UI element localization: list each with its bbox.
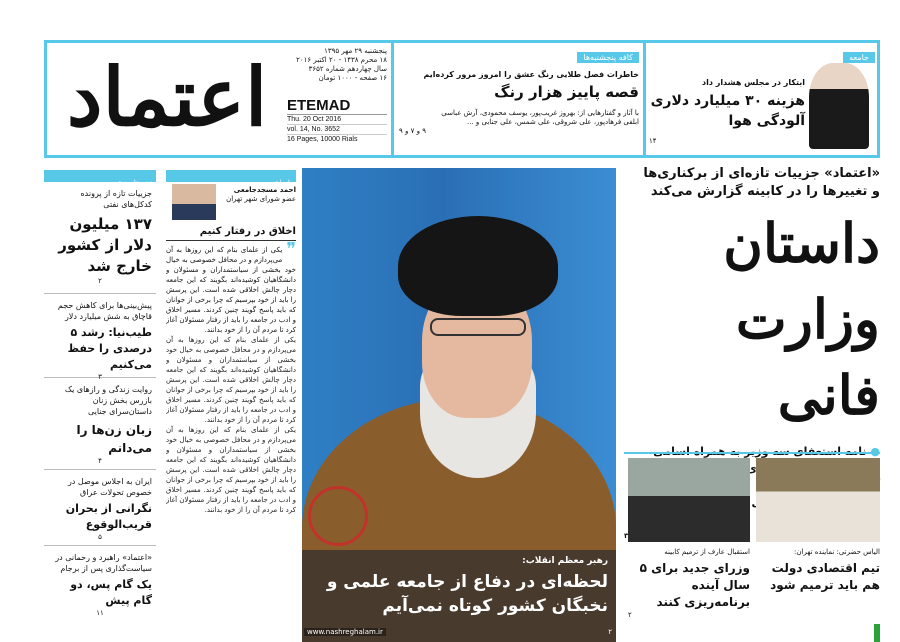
story-aref[interactable] xyxy=(628,458,750,642)
price-fa: ۱۶ صفحه - ۱۰۰۰ تومان xyxy=(318,74,387,82)
editorial-body: یکی از علمای بنام که این روزها به آن می‌پردازم و در محافل خصوصی به خیال خود بخشی از سیاستمداران و مسئولان و دانشگاهیان کوشیده‌اند بگویند که این جامعه دچار چالش اخلاقی شده است. این پرسش را باید از خود بپرسیم که چرا برخی از جوانان که باید پاسخ گویند چنین کردند. مسیر اخلاق و ادب در جامعه را باید از رفتار مسئولان آغاز کرد تا مردم آن را از خود بدانند. xyxy=(166,246,296,334)
society-teaser[interactable] xyxy=(649,45,875,153)
left-item-page: ۲ xyxy=(98,277,102,285)
society-title: هزینه ۳۰ میلیارد دلاری آلودگی هوا xyxy=(650,93,805,129)
left-item-kicker: پیش‌بینی‌ها برای کاهش حجم قاچاق به شش میلیارد دلار xyxy=(57,301,152,321)
issue-info xyxy=(287,47,387,153)
left-item-title: ۱۳۷ میلیون دلار از کشور خارج شد xyxy=(58,215,152,275)
left-label: نخبه‌ها رد شود xyxy=(110,179,152,187)
hazrati-title: تیم اقتصادی دولت هم باید ترمیم شود xyxy=(770,561,880,592)
lead-kicker-1: «اعتماد» جزییات تازه‌ای از برکناری‌ها xyxy=(643,166,880,181)
author-photo xyxy=(172,184,216,220)
left-item-page: ۱۱ xyxy=(96,609,104,617)
aref-kicker: استقبال عارف از ترمیم کابینه xyxy=(664,548,750,556)
cafe-teaser[interactable] xyxy=(399,45,639,153)
left-item[interactable] xyxy=(44,378,156,470)
left-item-title: نگرانی از بحران قریب‌الوقوع xyxy=(65,502,152,531)
society-kicker: ابتکار در مجلس هشدار داد xyxy=(701,78,805,87)
editorial-author: احمد مسجدجامعی xyxy=(233,186,296,194)
editorial-title: اخلاق در رفتار کنیم xyxy=(166,226,296,241)
masthead-bar xyxy=(44,40,880,158)
left-item-kicker: ایران به اجلاس موصل در خصوص تحولات عراق xyxy=(67,477,152,497)
caption-title: لحظه‌ای در دفاع از جامعه علمی و نخبگان کشور کوتاه نمی‌آیم xyxy=(326,572,608,616)
society-label: جامعه xyxy=(843,52,875,63)
ebtekar-photo xyxy=(809,63,869,149)
left-item[interactable] xyxy=(44,294,156,381)
divider xyxy=(643,40,646,158)
source-watermark: www.nashreghalam.ir xyxy=(304,628,386,636)
pages-en: 16 Pages, 10000 Rials xyxy=(287,136,358,143)
cafe-kicker: خاطرات فصل طلایی رنگ عشق را امروز مرور کرده‌ایم xyxy=(423,70,639,79)
society-page: ۱۴ xyxy=(649,137,657,145)
main-photo[interactable] xyxy=(302,168,616,642)
section-divider xyxy=(624,452,880,454)
quote-icon: ❞ xyxy=(286,239,296,260)
editorial-label: یادداشت xyxy=(267,179,292,187)
left-item[interactable] xyxy=(44,182,156,294)
issue-fa: سال چهاردهم شماره ۳۶۵۲ xyxy=(308,65,387,73)
latin-name: ETEMAD xyxy=(287,97,387,115)
editorial-label-bar xyxy=(166,170,296,187)
hazrati-kicker: الیاس حضرتی: نماینده تهران: xyxy=(794,548,880,556)
date-en: Thu. 20 Oct 2016 xyxy=(287,115,387,125)
watermark-stamp xyxy=(308,486,368,546)
aref-photo xyxy=(628,458,750,542)
cafe-names-1: با آثار و گفتارهایی از: بهروز غریب‌پور، یوسف محمودی، آرش عباسی xyxy=(441,109,639,117)
divider xyxy=(391,40,394,158)
editorial-author-role: عضو شورای شهر تهران xyxy=(226,195,296,203)
aref-page: ۲ xyxy=(628,611,632,619)
left-item-kicker: روایت زندگی و رازهای یک بازرس بخش زنان داستان‌سرای جنایی xyxy=(64,385,152,416)
left-item-page: ۴ xyxy=(98,457,102,465)
vol-en: vol. 14, No. 3652 xyxy=(287,125,387,135)
left-item-page: ۳ xyxy=(98,373,102,381)
masthead-logo xyxy=(53,47,281,153)
left-item-title: زبان زن‌ها را می‌دانم xyxy=(76,423,152,455)
hazrati-photo xyxy=(756,458,880,542)
left-item-kicker: «اعتماد» راهبرد و رحمانی در سیاست‌گذاری پس از برجام xyxy=(55,553,152,573)
lead-kicker-2: و تغییرها را در کابینه گزارش می‌کند xyxy=(650,184,880,199)
lead-title-2: وزارت فانی xyxy=(735,287,880,427)
lead-page: ۳ xyxy=(624,532,629,540)
left-item[interactable] xyxy=(44,546,156,626)
cafe-names-2: ابلفی فرهادپور، علی شروقی، علی شمس، علی جنابی و ... xyxy=(466,118,639,126)
date-fa: پنجشنبه ۲۹ مهر ۱۳۹۵ xyxy=(324,47,387,55)
editorial-column[interactable] xyxy=(166,170,296,642)
story-hazrati[interactable] xyxy=(756,458,880,642)
turban xyxy=(398,216,558,316)
editorial-body-fill: یکی از علمای بنام که این روزها به آن می‌پردازم و در محافل خصوصی به خیال خود بخشی از سیاستمداران و مسئولان و دانشگاهیان کوشیده‌اند بگویند که این جامعه دچار چالش اخلاقی شده است. این پرسش را باید از خود بپرسیم که چرا برخی از جوانان که باید پاسخ گویند چنین کردند. مسیر اخلاق و ادب در جامعه را باید از رفتار مسئولان آغاز کرد تا مردم آن را از خود بدانند. xyxy=(166,336,296,424)
aref-title: وزرای جدید برای ۵ سال آینده برنامه‌ریزی کنند xyxy=(639,561,750,609)
lead-title-1: داستان xyxy=(723,211,880,275)
left-label-bar xyxy=(44,170,156,187)
left-item-page: ۵ xyxy=(98,533,102,541)
cafe-label: کافه پنجشنبه‌ها xyxy=(577,52,639,63)
left-column xyxy=(44,170,156,642)
editorial-body-fill-2: یکی از علمای بنام که این روزها به آن می‌پردازم و در محافل خصوصی به خیال خود بخشی از سیاستمداران و مسئولان و دانشگاهیان کوشیده‌اند بگویند که این جامعه دچار چالش اخلاقی شده است. این پرسش را باید از خود بپرسیم که چرا برخی از جوانان که باید پاسخ گویند چنین کردند. مسیر اخلاق و ادب در جامعه را باید از رفتار مسئولان آغاز کرد تا مردم آن را از خود بدانند. xyxy=(166,426,296,514)
cafe-pages: ۹ و ۷ و ۹ xyxy=(399,127,426,135)
masthead-title: اعتماد xyxy=(66,50,268,144)
caption-kicker: رهبر معظم انقلاب: xyxy=(522,556,608,566)
green-bar xyxy=(874,624,880,642)
glasses xyxy=(430,318,526,336)
left-item-title: طیب‌نیا: رشد ۵ درصدی را حفظ می‌کنیم xyxy=(67,326,152,371)
cafe-title: قصه پاییز هزار رنگ xyxy=(494,83,639,101)
left-item[interactable] xyxy=(44,470,156,546)
date-hijri: ۱۸ محرم ۱۴۳۸ - ۲۰ اکتبر ۲۰۱۶ xyxy=(296,56,387,64)
main-page-number: ۲ xyxy=(608,628,612,636)
left-item-kicker: جزییات تازه از پرونده کدکل‌های نفتی xyxy=(80,189,152,209)
left-item-title: یک گام پس، دو گام پیش xyxy=(70,578,152,607)
